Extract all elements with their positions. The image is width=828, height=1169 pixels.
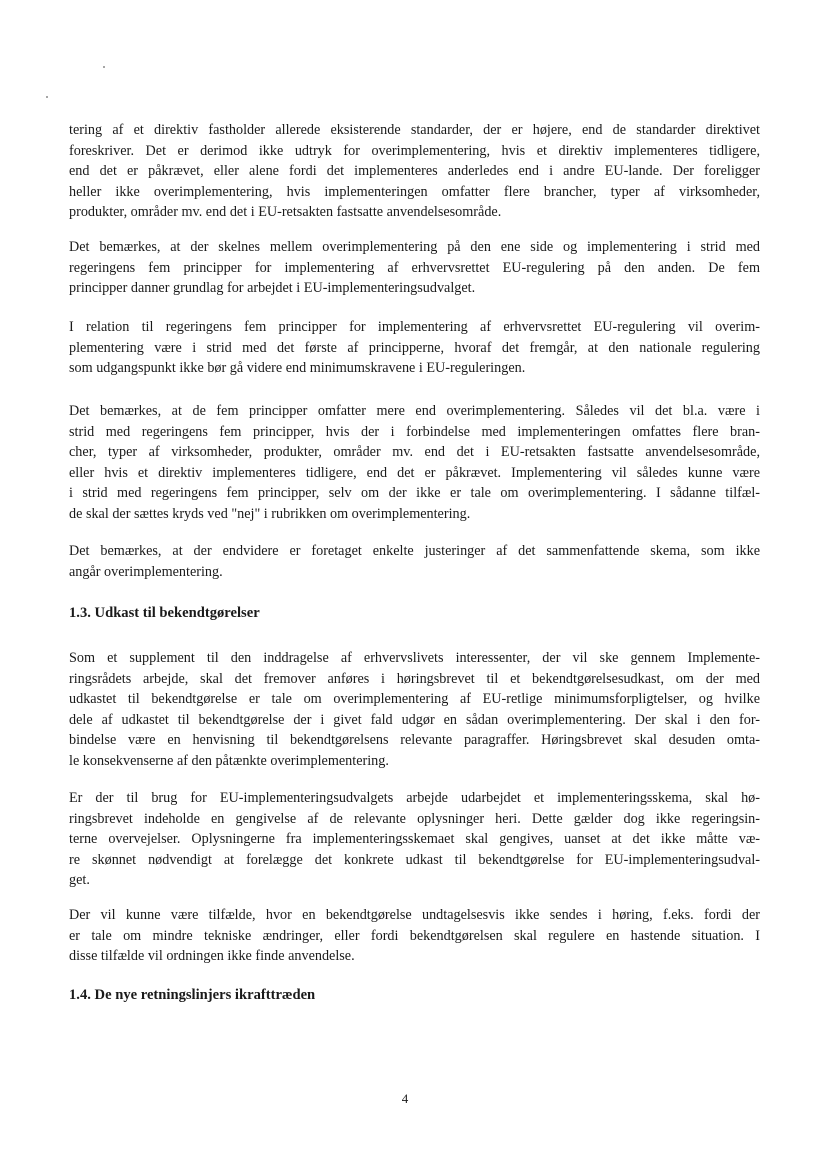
text-line: som udgangspunkt ikke bør gå videre end minimumskravene i EU-reguleringen. (69, 360, 526, 377)
text-line: terne overvejelser. Oplysningerne fra implementeringsskemaet skal gengives, uanset at det ikke måtte væ- (69, 831, 760, 848)
paragraph-exceptions (69, 905, 760, 967)
text-line: Det bemærkes, at de fem principper omfatter mere end overimplementering. Således vil det bl.a. være i (69, 403, 760, 419)
text-line: le konsekvenserne af den påtænkte overimplementering. (69, 752, 389, 769)
text-line: re skønnet nødvendigt at forelægge det konkrete udkast til bekendtgørelse for EU-implementeringsudval- (69, 851, 760, 868)
paragraph-first-principle (69, 317, 760, 379)
text-line: produkter, områder mv. end det i EU-retsakten fastsatte anvendelsesområde. (69, 204, 502, 221)
text-line: dele af udkastet til bekendtgørelse der i givet fald udgør en sådan overimplementering. Der skal i den for- (69, 711, 760, 728)
text-line: heller ikke overimplementering, hvis implementeringen omfatter flere brancher, typer af virksomheder, (69, 183, 760, 200)
page-number: 4 (401, 1091, 409, 1106)
text-line: Som et supplement til den inddragelse af erhvervslivets interessenter, der vil ske gennem Implemente- (69, 650, 760, 666)
text-line: Er der til brug for EU-implementeringsudvalgets arbejde udarbejdet et implementeringsskema, skal hø- (69, 790, 760, 806)
paragraph-implementation-schema (69, 788, 760, 891)
text-line: ringsrådets arbejde, skal det fremover anføres i høringsbrevet til et bekendtgørelsesudkast, om der med (69, 670, 760, 687)
paragraph-schema-adjustments (69, 541, 760, 582)
paragraph-principles-scope (69, 401, 760, 525)
text-line: regeringens fem principper for implementering af erhvervsrettet EU-regulering på den anden. De fem (69, 259, 760, 276)
text-line: eller hvis et direktiv implementeres tidligere, end det er påkrævet. Implementering vil således kunne være (69, 464, 760, 481)
text-line: de skal der sættes kryds ved "nej" i rubrikken om overimplementering. (69, 505, 471, 522)
text-line: principper danner grundlag for arbejdet i EU-implementeringsudvalget. (69, 280, 476, 297)
text-line: tering af et direktiv fastholder allerede eksisterende standarder, der er højere, end de standarder direktivet (69, 122, 760, 138)
text-line: Der vil kunne være tilfælde, hvor en bekendtgørelse undtagelsesvis ikke sendes i høring, f.eks. fordi der (69, 907, 760, 923)
paragraph-hearing-letter (69, 648, 760, 772)
text-line: plementering være i strid med det første af principperne, hvoraf det fremgår, at den nationale regulering (69, 339, 760, 356)
text-line: cher, typer af virksomheder, produkter, områder mv. end det i EU-retsakten fastsatte anvendelsesområde, (69, 444, 760, 461)
text-line: Det bemærkes, at der skelnes mellem overimplementering på den ene side og implementering i strid med (69, 239, 760, 255)
text-line: Det bemærkes, at der endvidere er foretaget enkelte justeringer af det sammenfattende skema, som ikke (69, 543, 760, 559)
text-line: disse tilfælde vil ordningen ikke finde anvendelse. (69, 948, 355, 965)
text-line: bindelse være en henvisning til bekendtgørelsens relevante paragraffer. Høringsbrevet skal desuden omta- (69, 732, 760, 749)
scan-speck (46, 96, 48, 98)
text-line: I relation til regeringens fem principper for implementering af erhvervsrettet EU-regulering vil overim- (69, 319, 760, 335)
scan-speck (103, 66, 105, 68)
text-line: end det er påkrævet, eller alene fordi det implementeres anderledes end i andre EU-lande. Der foreligger (69, 163, 760, 180)
text-line: angår overimplementering. (69, 563, 223, 580)
text-line: udkastet til bekendtgørelse er tale om overimplementering af EU-retlige minimumsforpligtelser, og hvilke (69, 691, 760, 708)
section-heading-1-4: 1.4. De nye retningslinjers ikrafttræden (69, 987, 316, 1003)
text-line: get. (69, 872, 90, 889)
text-line: i strid med regeringens fem principper, selv om der ikke er tale om overimplementering. I sådanne tilfæl- (69, 485, 760, 502)
paragraph-overimplementation-definition (69, 120, 760, 223)
text-line: strid med regeringens fem principper, hvis der i forbindelse med implementeringen omfattes flere bran- (69, 423, 760, 440)
text-line: ringsbrevet indeholde en gengivelse af de relevante oplysninger heri. Dette gælder dog ikke regeringsin- (69, 810, 760, 827)
text-line: foreskriver. Det er derimod ikke udtryk for overimplementering, hvis et direktiv implementeres tidligere, (69, 142, 760, 159)
section-heading-1-3: 1.3. Udkast til bekendtgørelser (69, 605, 260, 621)
paragraph-five-principles-distinction (69, 237, 760, 299)
text-line: er tale om mindre tekniske ændringer, eller fordi bekendtgørelsen skal regulere en hastende situation. I (69, 927, 760, 944)
